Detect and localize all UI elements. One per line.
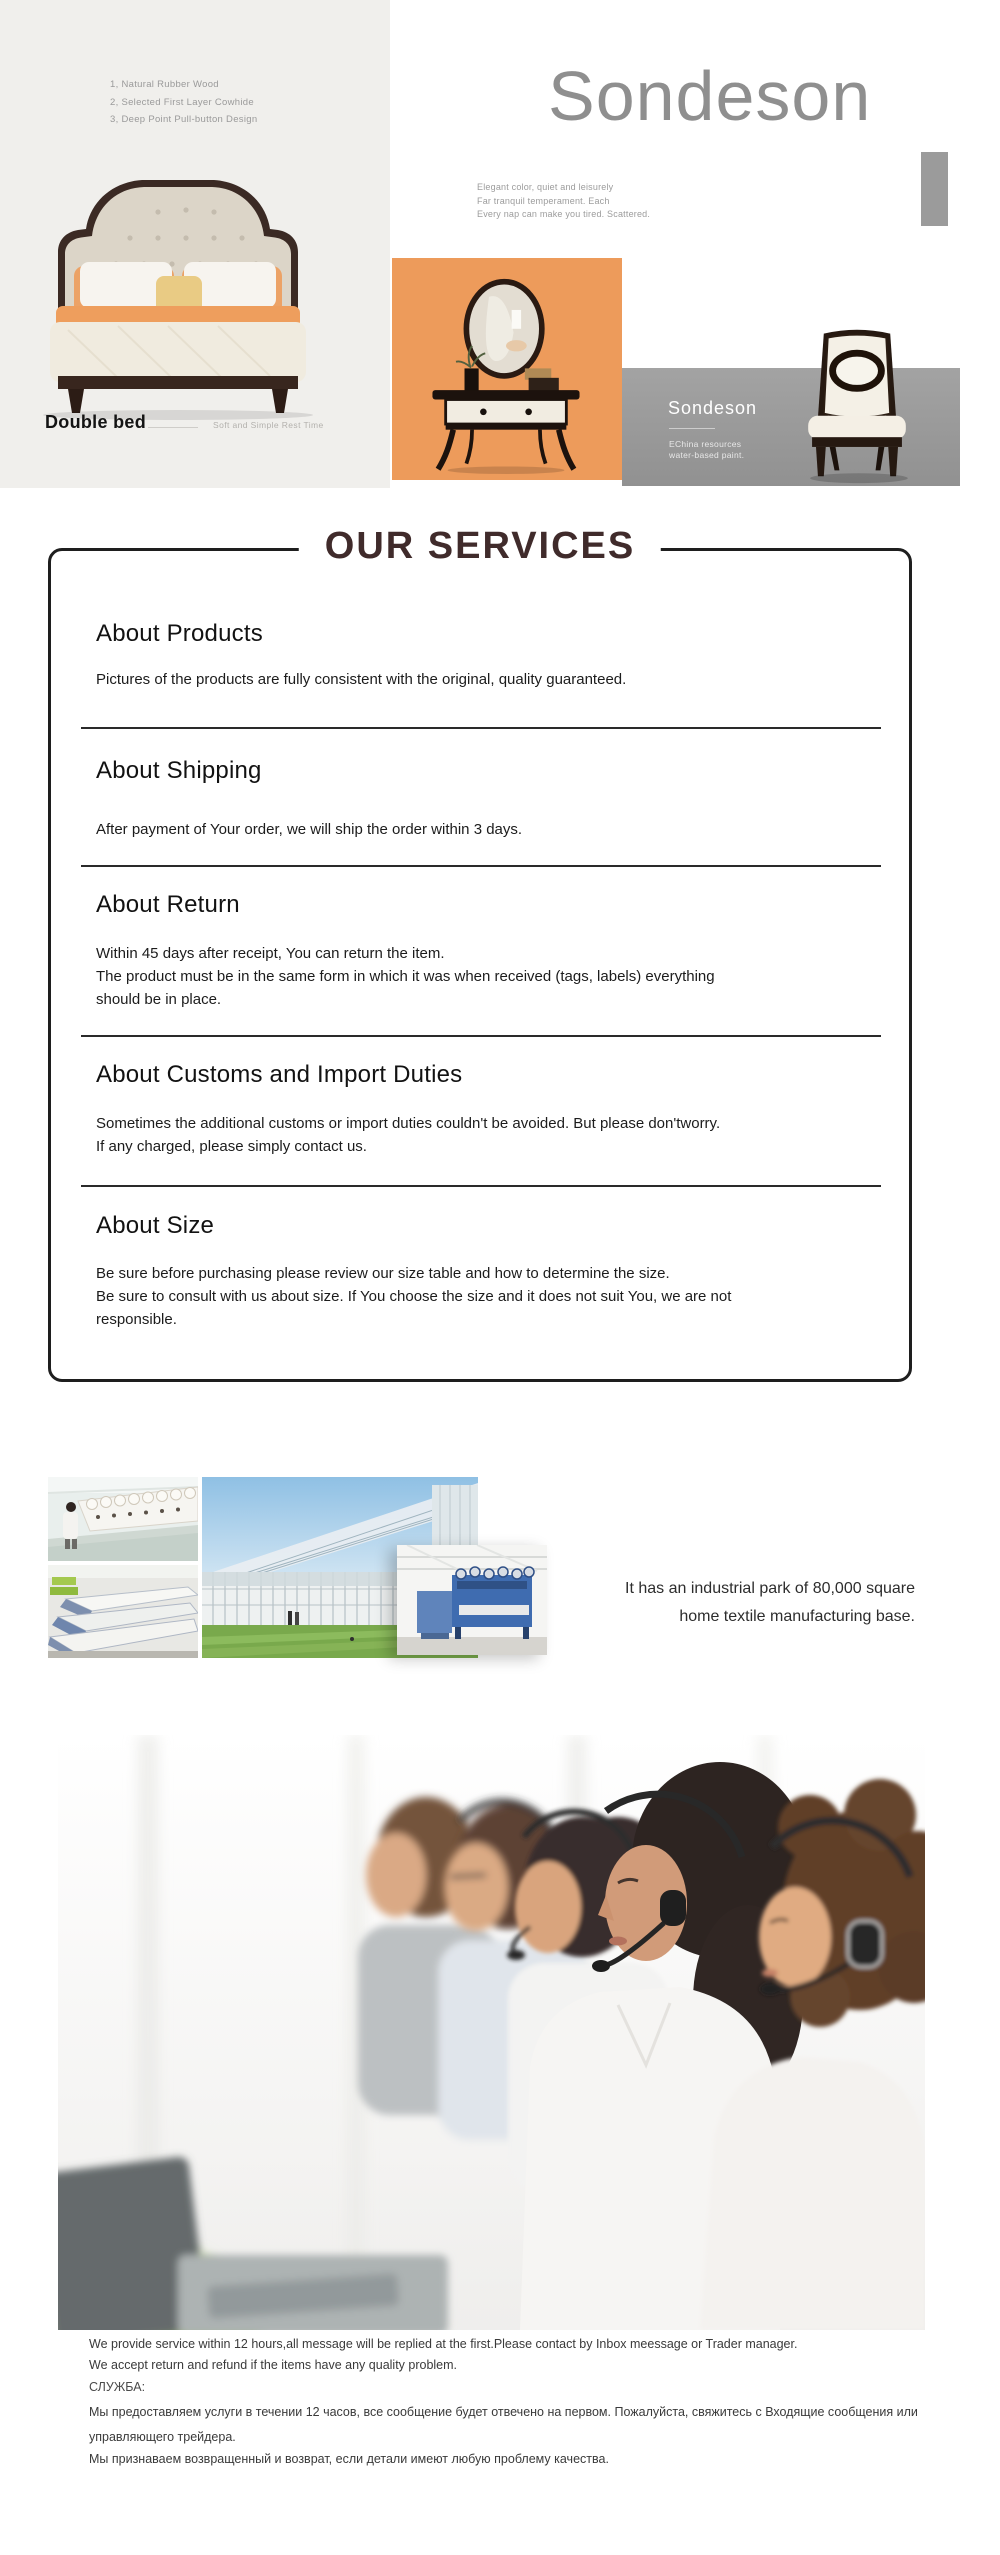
- section-divider: [81, 1185, 881, 1187]
- weaving-workshop-photo: [48, 1565, 198, 1658]
- service-heading: About Shipping: [96, 757, 262, 784]
- double-bed-photo: [8, 150, 348, 420]
- services-section: [48, 525, 912, 1382]
- service-paragraph: After payment of Your order, we will ship the order within 3 days.: [96, 821, 523, 838]
- support-line-en: We provide service within 12 hours,all message will be replied at the first.Please contact by Inbox meessage or Trader manager.: [89, 2337, 798, 2351]
- brand-logo-text: Sondeson: [548, 57, 872, 135]
- dining-chair-photo: [798, 320, 916, 486]
- dresser-panel: [392, 258, 622, 480]
- product-tagline: Soft and Simple Rest Time: [213, 420, 324, 430]
- band-divider: [669, 428, 715, 429]
- bed-panel: [0, 0, 390, 488]
- feature-item: 1, Natural Rubber Wood: [110, 79, 219, 90]
- spinning-workshop-photo: [48, 1477, 198, 1561]
- support-label-ru: СЛУЖБА:: [89, 2380, 146, 2394]
- services-title: OUR SERVICES: [299, 525, 661, 568]
- customer-service-team-photo: [58, 1735, 925, 2330]
- bed-feature-list: [110, 76, 257, 129]
- support-notice: [89, 2334, 969, 2484]
- dresser-photo: [416, 276, 596, 474]
- service-paragraph: Within 45 days after receipt, You can return the item. The product must be in the same form in which it was when received (tags, labels) everything should be in place.: [96, 945, 715, 1008]
- band-brand-text: Sondeson: [668, 398, 758, 418]
- band-subtext: EChina resources water-based paint.: [669, 439, 745, 460]
- service-paragraph: Sometimes the additional customs or import duties couldn't be avoided. But please don'tworry. If any charged, please simply contact us.: [96, 1115, 721, 1155]
- support-line-ru: Мы признаваем возвращенный и возврат, если детали имеют любую проблему качества.: [89, 2452, 609, 2466]
- section-divider: [81, 727, 881, 729]
- caption-divider: [148, 427, 198, 428]
- brand-description: Elegant color, quiet and leisurely Far tranquil temperament. Each Every nap can make you tired. Scattered.: [477, 182, 651, 219]
- coating-machine-photo: [397, 1545, 547, 1655]
- section-divider: [81, 1035, 881, 1037]
- support-line-ru: Мы предоставляем услуги в течении 12 часов, все сообщение будет отвечено на первом. Пожалуйста, свяжитесь с Входящие сообщения или: [89, 2405, 918, 2419]
- support-line-ru: управляющего трейдера.: [89, 2430, 236, 2444]
- feature-item: 2, Selected First Layer Cowhide: [110, 96, 254, 108]
- decorative-gray-rectangle: [921, 152, 948, 226]
- product-name: Double bed: [45, 412, 146, 432]
- service-paragraph: Pictures of the products are fully consistent with the original, quality guaranteed.: [96, 671, 627, 688]
- section-divider: [81, 865, 881, 867]
- service-heading: About Size: [96, 1212, 215, 1239]
- factory-caption: It has an industrial park of 80,000 square home textile manufacturing base.: [625, 1580, 915, 1625]
- service-paragraph: Be sure before purchasing please review our size table and how to determine the size. Be sure to consult with us about size. If You choose the size and it does not suit You, we are not responsible.: [96, 1265, 732, 1328]
- support-line-en: We accept return and refund if the items have any quality problem.: [89, 2358, 458, 2372]
- service-heading: About Products: [96, 620, 263, 647]
- service-heading: About Return: [96, 891, 240, 918]
- feature-item: 3, Deep Point Pull-button Design: [110, 114, 258, 125]
- service-heading: About Customs and Import Duties: [96, 1061, 463, 1088]
